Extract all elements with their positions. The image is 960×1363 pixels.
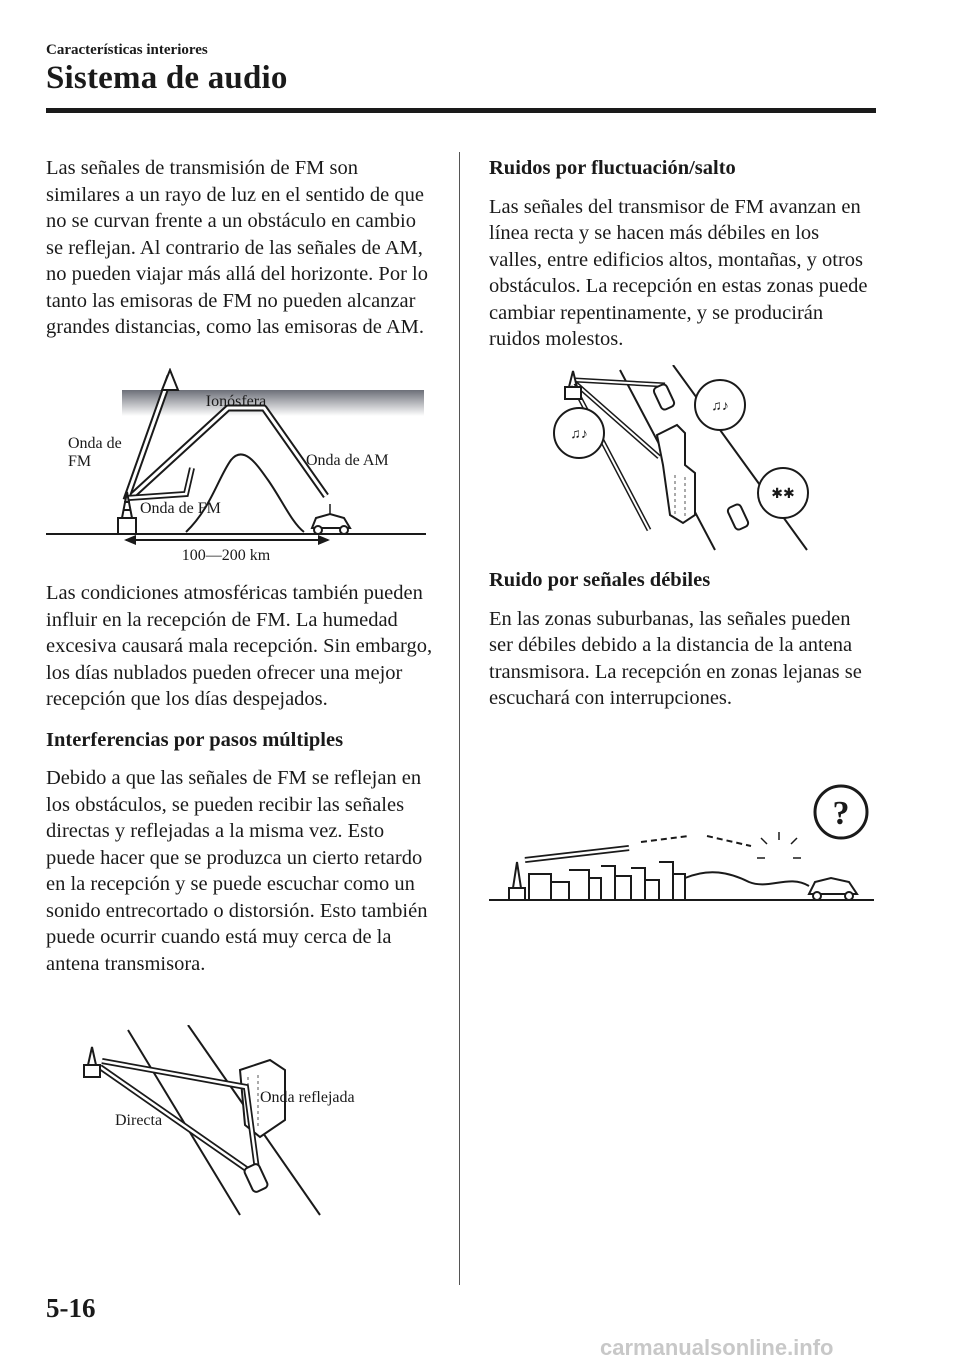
svg-text:♫♪: ♫♪ [570, 427, 588, 442]
fm-intro-paragraph: Las señales de transmisión de FM son similares a un rayo de luz en el sentido de que no se curvan frente a un obstáculo en cambio se reflejan. Al contrario de las señales de AM, no pueden viajar más allá del horizonte. Por lo tanto las emisoras de FM no pueden alcanzar grandes distancias, como las emisoras de AM. [46, 157, 428, 338]
car-icon [809, 878, 857, 900]
am-wave-arc [132, 408, 326, 496]
distance-label: 100—200 km [181, 547, 271, 564]
car-icon [727, 503, 750, 531]
car-icon [653, 383, 676, 411]
reflected-wave-label: Onda reflejada [260, 1089, 355, 1106]
transmitter-tower-icon [509, 862, 525, 900]
page-title: Sistema de audio [46, 60, 288, 96]
question-bubble-icon [815, 786, 867, 838]
svg-text:?: ? [832, 795, 850, 832]
svg-text:♫♪: ♫♪ [711, 399, 729, 414]
transmitter-tower-icon [84, 1047, 100, 1077]
fm-wave-label-bottom: FM [68, 453, 92, 470]
section-label: Características interiores [46, 42, 208, 58]
weak-signal-paragraph: En las zonas suburbanas, las señales pueden ser débiles debido a la distancia de la antena transmisora. La recepción en zonas lejanas se escuchará con interrupciones. [489, 607, 862, 709]
fm-wave-label-top: Onda de [68, 435, 122, 452]
atmosphere-paragraph: Las condiciones atmosféricas también pueden influir en la recepción de FM. La humedad excesiva causará mala recepción. Sin embargo, los días nublados pueden ofrecer una mejor recepción que los días despejados. [46, 582, 433, 710]
right-top [489, 155, 877, 353]
weak-signal-arrow-1 [641, 836, 689, 842]
right-bottom [489, 567, 877, 712]
mountain-shape [186, 454, 304, 532]
svg-text:✱✱: ✱✱ [771, 487, 795, 502]
multipath-heading: Interferencias por pasos múltiples [46, 728, 344, 751]
multipath-diagram [70, 1025, 390, 1220]
am-wave-label: Onda de AM [306, 452, 389, 469]
ionosphere-label: Ionósfera [205, 393, 267, 410]
building-icon [657, 425, 695, 523]
car-icon [243, 1163, 268, 1193]
weak-signal-diagram [489, 782, 874, 902]
signal-burst-icon [757, 832, 801, 858]
car-icon [312, 504, 350, 534]
left-middle [46, 580, 434, 977]
header-rule [46, 108, 876, 113]
weak-signal-arrow-2 [707, 836, 751, 846]
flutter-diagram [545, 365, 815, 555]
column-divider [459, 152, 460, 1285]
fm-wave-label-2: Onda de FM [140, 500, 221, 517]
flutter-paragraph: Las señales del transmisor de FM avanzan en línea recta y se hacen más débiles en los valles, entre edificios altos, montañas, y otros obstáculos. La recepción en estas zonas puede cambiar repentinamente, y se producirán ruidos molestos. [489, 195, 868, 350]
watermark: carmanualsonline.info [600, 1335, 834, 1360]
fm-am-propagation-diagram [46, 368, 436, 568]
direct-label: Directa [115, 1112, 163, 1129]
page-number: 5-16 [46, 1293, 96, 1323]
buildings-skyline [529, 862, 809, 900]
weak-signal-heading: Ruido por señales débiles [489, 569, 711, 591]
flutter-heading: Ruidos por fluctuación/salto [489, 157, 736, 179]
left-intro [46, 155, 434, 341]
multipath-paragraph: Debido a que las señales de FM se reflejan en los obstáculos, se pueden recibir las señales directas y reflejadas a la misma vez. Esto puede hacer que se produzca un cierto retardo en la recepción y se puede escuchar como un sonido entrecortado o distorsión. Esto también puede ocurrir cuando está muy cerca de la antena transmisora. [46, 767, 428, 975]
